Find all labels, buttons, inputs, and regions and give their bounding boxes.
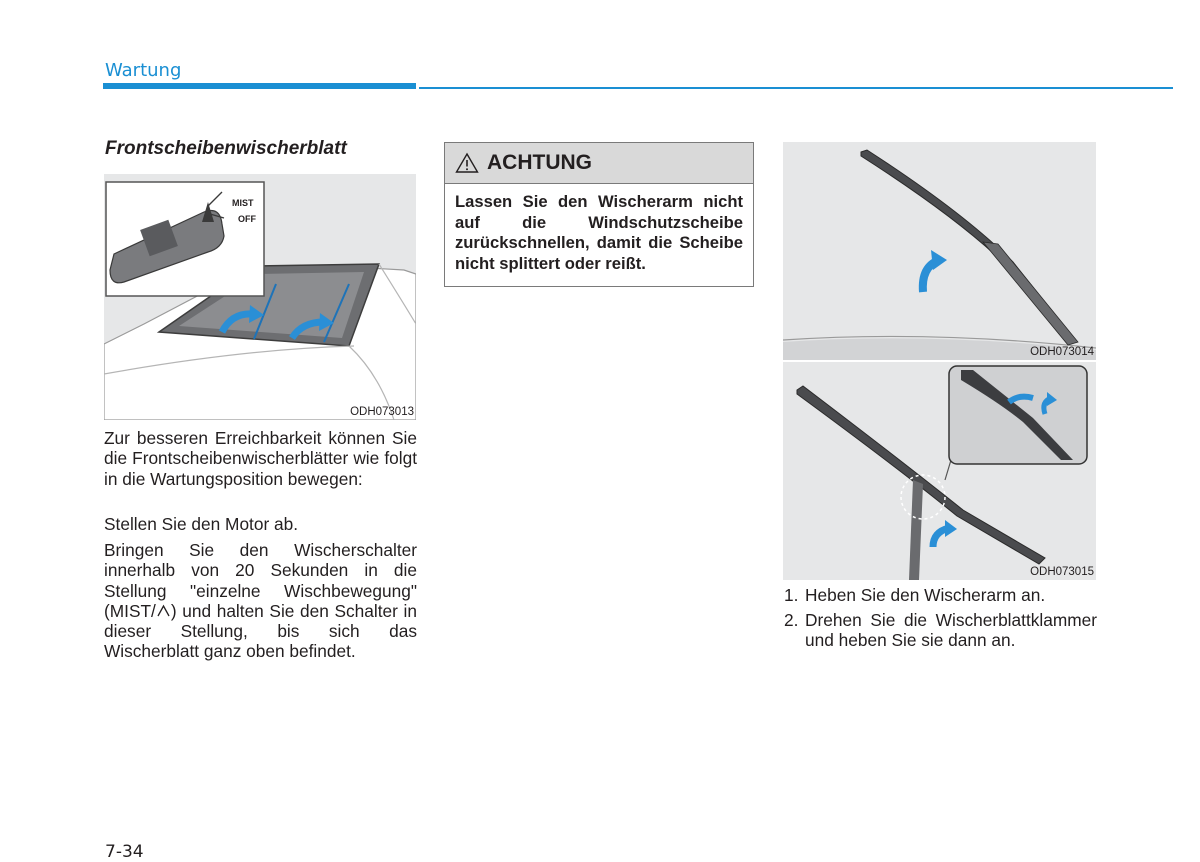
step-number: 2. — [784, 610, 799, 630]
section-title: Wartung — [105, 60, 182, 81]
warning-box — [444, 142, 754, 287]
header-bar-thin — [419, 87, 1173, 89]
figure-clip — [783, 362, 1096, 580]
windshield-illustration — [104, 174, 416, 420]
step-text: Drehen Sie die Wischerblattklammer und heben Sie sie dann an. — [805, 610, 1097, 651]
paragraph-switch-part1: Bringen Sie den Wischerschalter innerhalb von 20 Sekunden in die Stellung "einzelne Wischbewegung" (MIST/ — [104, 540, 417, 621]
paragraph-engine-off: Stellen Sie den Motor ab. — [104, 514, 299, 534]
switch-label-off: OFF — [238, 214, 256, 224]
figure-code: ODH073014 — [1030, 346, 1094, 358]
warning-header — [445, 143, 753, 184]
figure-code: ODH073013 — [350, 406, 414, 418]
step-1 — [784, 585, 1097, 605]
section-heading: Frontscheibenwischerblatt — [105, 138, 347, 159]
paragraph-intro: Zur besseren Erreichbarkeit können Sie die Frontscheibenwischerblätter wie folgt in die Wartungsposition bewegen: — [104, 428, 417, 489]
clip-illustration — [783, 362, 1096, 580]
page-number: 7-34 — [105, 842, 144, 862]
switch-label-mist: MIST — [232, 198, 254, 208]
warning-triangle-icon — [455, 152, 479, 174]
lift-arm-illustration — [783, 142, 1096, 360]
figure-code: ODH073015 — [1030, 566, 1094, 578]
warning-title: ACHTUNG — [487, 151, 592, 174]
paragraph-switch — [104, 540, 417, 662]
figure-lift-arm — [783, 142, 1096, 360]
step-text: Heben Sie den Wischerarm an. — [805, 585, 1046, 605]
step-2 — [784, 610, 1097, 651]
mist-wiper-symbol-icon — [156, 603, 171, 619]
paragraph-switch-part2: ) und halten Sie den Schalter in dieser Stellung, bis sich das Wischerblatt ganz oben befindet. — [104, 600, 417, 662]
step-number: 1. — [784, 585, 799, 605]
header-bar-thick — [103, 83, 416, 89]
figure-windshield — [104, 174, 416, 420]
warning-text: Lassen Sie den Wischerarm nicht auf die Windschutzscheibe zurückschnellen, damit die Scheibe nicht splittert oder reißt. — [455, 192, 743, 273]
